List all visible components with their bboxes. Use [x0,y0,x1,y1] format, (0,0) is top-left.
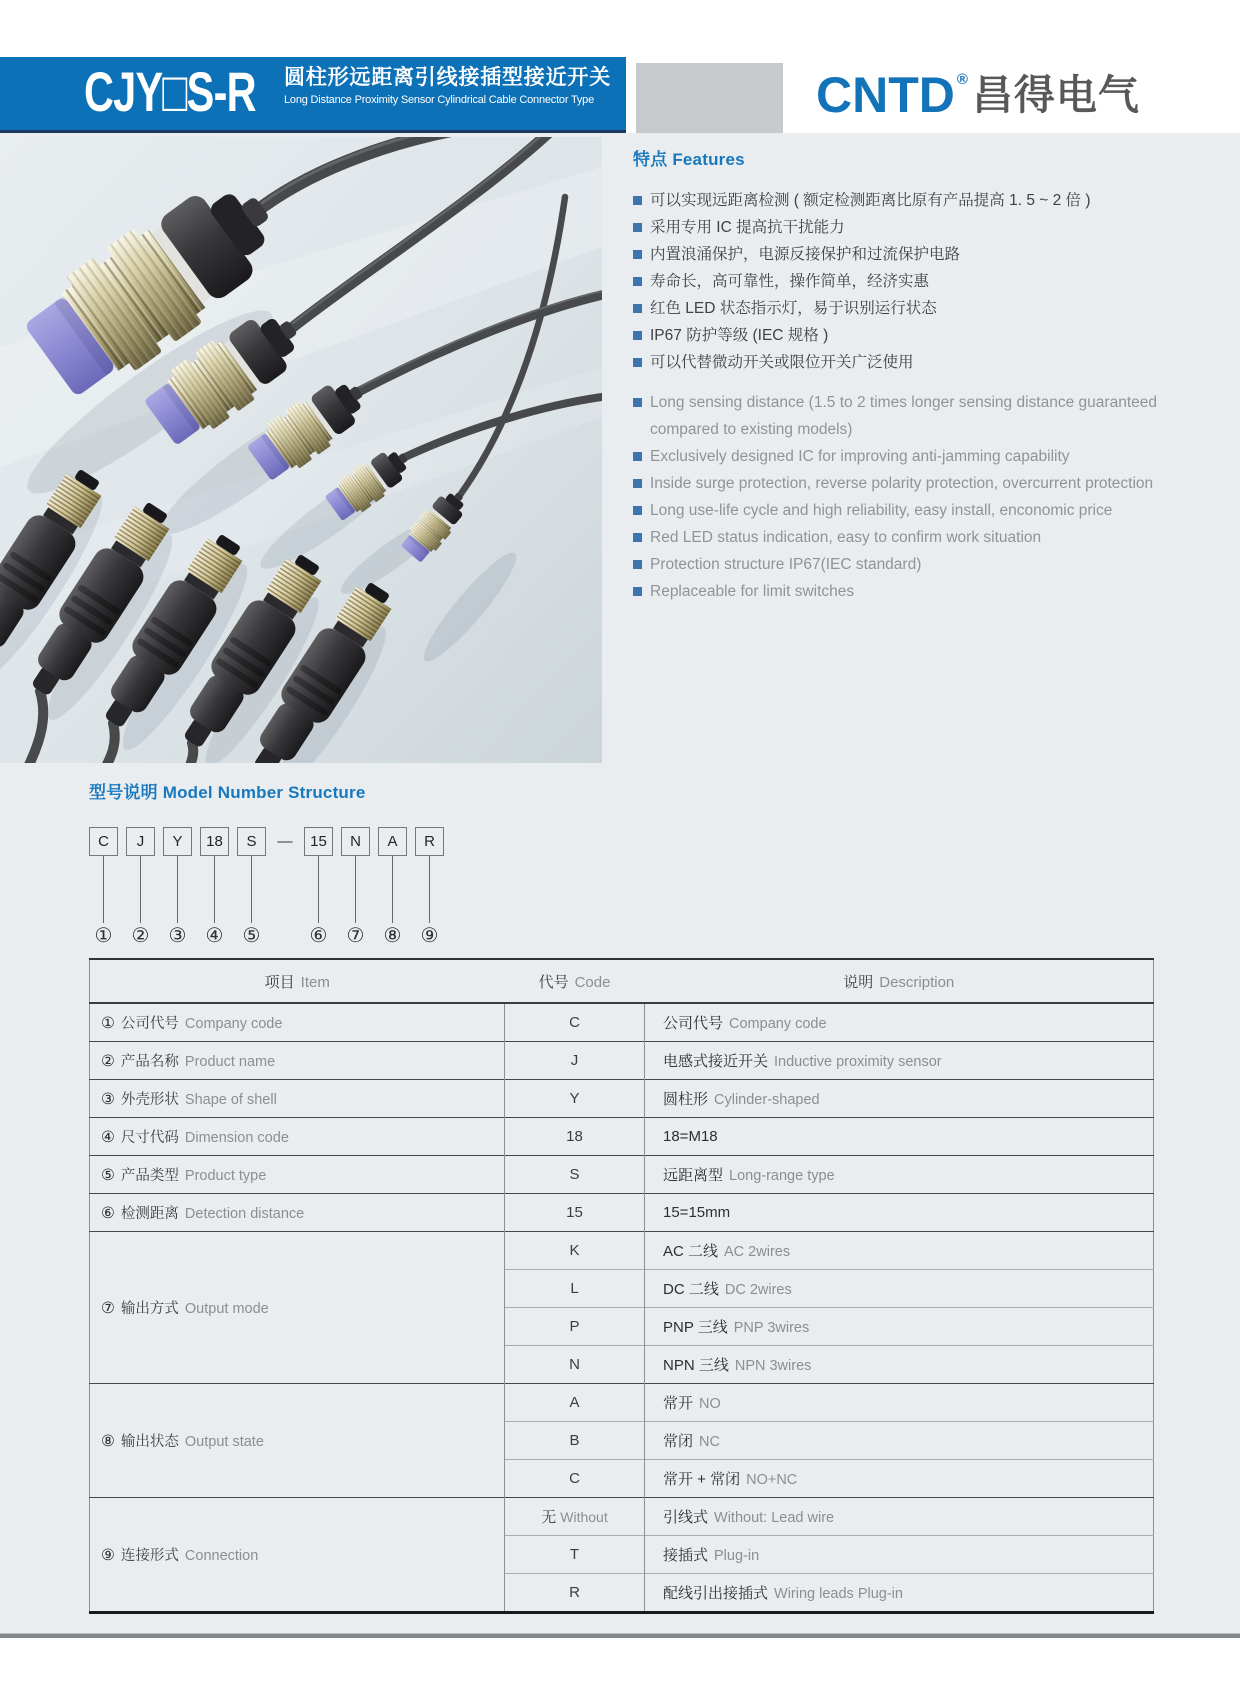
code-value: A [569,1394,580,1411]
model-segment [89,827,118,946]
table-row [90,1042,1154,1080]
model-segment [274,827,296,856]
connector-line [214,856,215,923]
code-value: Y [569,1090,580,1107]
code-cell [505,1232,645,1270]
connector-line [251,856,252,923]
bullet-square-icon [633,560,642,569]
model-segment [415,827,444,946]
code-value: 无 [541,1509,557,1526]
feature-text: 可以实现远距离检测 ( 额定检测距离比原有产品提高 1. 5 ~ 2 倍 ) [650,192,1091,209]
description-cell [645,1536,1154,1574]
segment-index: ⑤ [242,925,261,947]
code-value: 15 [566,1204,583,1221]
header-blue-banner [0,57,626,133]
brand-name-en: CNTD [816,67,955,123]
item-cell [90,1118,505,1156]
feature-text: Inside surge protection, reverse polarity protection, overcurrent protection [650,475,1154,492]
item-text-en: Output mode [184,1301,269,1317]
feature-text: 内置浪涌保护，电源反接保护和过流保护电路 [650,246,961,263]
proximity-sensors-illustration [0,137,602,763]
item-text-en: Product type [184,1168,267,1184]
description-cn: PNP 三线 [663,1319,728,1336]
header [0,57,1240,133]
content-band [0,133,1240,1633]
model-segment [341,827,370,946]
description-cell [645,1498,1154,1536]
description-en: PNP 3wires [733,1320,810,1336]
item-cell [90,1498,505,1613]
table-row [90,1080,1154,1118]
model-segment [237,827,266,946]
code-value: B [569,1432,580,1449]
code-value: R [569,1584,580,1601]
header-text-cn: 代号 [538,973,569,991]
description-en: NO+NC [746,1472,798,1488]
description-cn: 18=M18 [663,1128,718,1145]
item-text-en: Detection distance [184,1206,305,1222]
item-text-en: Output state [184,1434,264,1450]
features-section [633,145,1157,605]
description-cn: 圆柱形 [663,1091,709,1108]
bullet-square-icon [633,196,642,205]
bullet-square-icon [633,331,642,340]
description-cn: NPN 三线 [663,1357,729,1374]
segment-index: ① [94,925,113,947]
header-text-en: Item [300,973,330,991]
item-cell [90,1232,505,1384]
bullet-square-icon [633,479,642,488]
bullet-square-icon [633,277,642,286]
item-text-cn: 产品类型 [120,1168,179,1184]
description-cn: 引线式 [663,1509,709,1526]
table-body [90,1003,1154,1613]
code-value: P [569,1318,580,1335]
code-value: 18 [566,1128,583,1145]
description-en: Inductive proximity sensor [774,1054,942,1070]
model-segment-box: N [341,827,370,856]
bullet-square-icon [633,250,642,259]
feature-item [633,268,1157,295]
description-cell [645,1003,1154,1042]
bullet-square-icon [633,506,642,515]
segment-dash: — [277,833,293,850]
code-value: L [570,1280,579,1297]
description-cell [645,1346,1154,1384]
feature-text: Long sensing distance (1.5 to 2 times longer sensing distance guaranteed compared to existing models) [650,394,1157,438]
model-segment [200,827,229,946]
description-cn: 配线引出接插式 [663,1585,769,1602]
code-cell [505,1574,645,1613]
description-cell [645,1574,1154,1613]
table-row [90,1118,1154,1156]
model-segment-box: S [237,827,266,856]
description-cell [645,1422,1154,1460]
model-segment [163,827,192,946]
code-cell [505,1156,645,1194]
registered-trademark-icon: ® [956,70,968,88]
feature-item [633,295,1157,322]
description-cn: DC 二线 [663,1281,719,1298]
table-head [90,959,1154,1003]
description-en: Company code [729,1016,827,1032]
code-cell [505,1460,645,1498]
connector-line [355,856,356,923]
footer-divider [0,1633,1240,1638]
connector-line [140,856,141,923]
code-cell [505,1270,645,1308]
description-cell [645,1460,1154,1498]
description-cn: 公司代号 [663,1015,724,1032]
feature-item [633,470,1157,497]
feature-item [633,322,1157,349]
feature-item [633,214,1157,241]
item-cell [90,1003,505,1042]
feature-item [633,578,1157,605]
model-segment-box: Y [163,827,192,856]
description-cell [645,1270,1154,1308]
description-cn: 远距离型 [663,1167,724,1184]
description-cell [645,1080,1154,1118]
item-text-en: Company code [184,1016,283,1032]
header-text-cn: 说明 [843,973,874,991]
description-cn: 常闭 [663,1433,694,1450]
description-en: NPN 3wires [734,1358,812,1374]
code-value: C [569,1470,580,1487]
feature-item [633,349,1157,376]
description-cell [645,1384,1154,1422]
feature-text: Replaceable for limit switches [650,583,855,600]
code-cell [505,1346,645,1384]
description-cell [645,1042,1154,1080]
description-cell [645,1232,1154,1270]
model-segment-box: A [378,827,407,856]
segment-index: ④ [205,925,224,947]
code-value: J [570,1052,579,1069]
model-segments [89,827,452,946]
brand-name-cn: 昌得电气 [971,71,1140,118]
bullet-square-icon [633,304,642,313]
bullet-square-icon [633,533,642,542]
description-cn: 接插式 [663,1547,709,1564]
circled-index: ⑦ [101,1300,115,1317]
product-title-cn: 圆柱形远距离引线接插型接近开关 [284,66,611,89]
item-text-cn: 外壳形状 [120,1092,179,1108]
description-en: Cylinder-shaped [714,1092,820,1108]
feature-text: 可以代替微动开关或限位开关广泛使用 [650,354,914,371]
code-cell [505,1422,645,1460]
header-titles [284,63,619,108]
item-text-cn: 尺寸代码 [120,1130,179,1146]
code-value: K [569,1242,580,1259]
feature-item [633,551,1157,578]
feature-item [633,241,1157,268]
segment-index: ⑦ [346,925,365,947]
product-title-en: Long Distance Proximity Sensor Cylindrical Cable Connector Type [284,94,595,106]
table-row [90,1194,1154,1232]
feature-item [633,524,1157,551]
model-number-title: CJY□S-R [84,59,256,123]
circled-index: ③ [101,1091,115,1108]
description-cell [645,1308,1154,1346]
segment-index: ③ [168,925,187,947]
code-cell [505,1384,645,1422]
model-segment-box: 18 [200,827,229,856]
code-cell [505,1003,645,1042]
connector-line [429,856,430,923]
code-cell [505,1194,645,1232]
segment-index: ⑧ [383,925,402,947]
description-en: Without: Lead wire [714,1510,835,1526]
column-header [505,959,645,1003]
model-segment [304,827,333,946]
description-en: Long-range type [729,1168,835,1184]
item-text-en: Product name [184,1054,276,1070]
circled-index: ⑨ [101,1547,115,1564]
item-cell [90,1384,505,1498]
model-segment-box: J [126,827,155,856]
segment-index: ⑥ [309,925,328,947]
bullet-square-icon [633,452,642,461]
column-header [645,959,1154,1003]
column-header [90,959,505,1003]
item-text-cn: 连接形式 [120,1548,179,1564]
circled-index: ① [101,1015,115,1032]
connector-line [318,856,319,923]
feature-item [633,443,1157,470]
description-en: NC [699,1434,720,1450]
model-code-table [89,958,1154,1614]
description-cell [645,1118,1154,1156]
description-en: DC 2wires [724,1282,792,1298]
model-structure-section [89,778,452,946]
table-row [90,1156,1154,1194]
description-cell [645,1194,1154,1232]
description-en: Plug-in [714,1548,760,1564]
feature-text: 红色 LED 状态指示灯，易于识别运行状态 [650,300,937,317]
code-cell [505,1080,645,1118]
model-segment [378,827,407,946]
feature-text: IP67 防护等级 (IEC 规格 ) [650,327,829,344]
item-cell [90,1194,505,1232]
header-text-cn: 项目 [264,973,295,991]
description-en: Wiring leads Plug-in [774,1586,903,1602]
table-header-row [90,959,1154,1003]
feature-text: Red LED status indication, easy to confirm work situation [650,529,1042,546]
circled-index: ⑧ [101,1433,115,1450]
item-text-cn: 输出状态 [120,1434,179,1450]
feature-item [633,497,1157,524]
circled-index: ④ [101,1129,115,1146]
code-value: S [569,1166,580,1183]
feature-text: Protection structure IP67(IEC standard) [650,556,922,573]
feature-item [633,187,1157,214]
table-row [90,1498,1154,1536]
model-segment-box: 15 [304,827,333,856]
item-text-en: Dimension code [184,1130,289,1146]
item-text-cn: 检测距离 [120,1206,179,1222]
item-text-cn: 输出方式 [120,1301,179,1317]
segment-index: ② [131,925,150,947]
item-cell [90,1156,505,1194]
features-heading: 特点 Features [633,150,745,169]
description-en: NO [699,1396,721,1412]
item-text-cn: 产品名称 [120,1054,179,1070]
description-cell [645,1156,1154,1194]
brand-logo [816,57,1140,133]
code-value: C [569,1014,580,1031]
code-value-en: Without [560,1509,608,1525]
code-cell [505,1536,645,1574]
segment-index: ⑨ [420,925,439,947]
header-text-en: Code [574,973,611,991]
item-text-en: Shape of shell [184,1092,277,1108]
item-cell [90,1042,505,1080]
feature-text: 寿命长，高可靠性，操作简单，经济实惠 [650,273,930,290]
model-segment [126,827,155,946]
table-row [90,1003,1154,1042]
model-segment-box: R [415,827,444,856]
feature-text: Exclusively designed IC for improving anti-jamming capability [650,448,1070,465]
description-cn: 电感式接近开关 [663,1053,769,1070]
code-value: T [569,1546,580,1563]
code-cell [505,1308,645,1346]
connector-line [392,856,393,923]
model-structure-heading: 型号说明 Model Number Structure [89,783,366,802]
code-value: N [569,1356,580,1373]
description-en: AC 2wires [724,1244,791,1260]
model-segment-box: C [89,827,118,856]
bullet-square-icon [633,587,642,596]
feature-text: Long use-life cycle and high reliability, easy install, enconomic price [650,502,1113,519]
feature-item [633,389,1157,443]
code-cell [505,1118,645,1156]
table-row [90,1384,1154,1422]
item-cell [90,1080,505,1118]
product-photo [0,137,602,763]
code-cell [505,1042,645,1080]
bullet-square-icon [633,398,642,407]
description-cn: 常开 + 常闭 [663,1471,741,1488]
features-list-cn [633,187,1157,376]
circled-index: ⑤ [101,1167,115,1184]
circled-index: ② [101,1053,115,1070]
description-cn: 15=15mm [663,1204,731,1221]
description-cn: AC 二线 [663,1243,719,1260]
circled-index: ⑥ [101,1205,115,1222]
item-text-en: Connection [184,1548,259,1564]
connector-line [103,856,104,923]
code-cell [505,1498,645,1536]
table-row [90,1232,1154,1270]
item-text-cn: 公司代号 [120,1016,179,1032]
bullet-square-icon [633,358,642,367]
connector-line [177,856,178,923]
bullet-square-icon [633,223,642,232]
description-cn: 常开 [663,1395,694,1412]
header-text-en: Description [879,973,955,991]
feature-text: 采用专用 IC 提高抗干扰能力 [650,219,845,236]
features-list-en [633,389,1157,605]
